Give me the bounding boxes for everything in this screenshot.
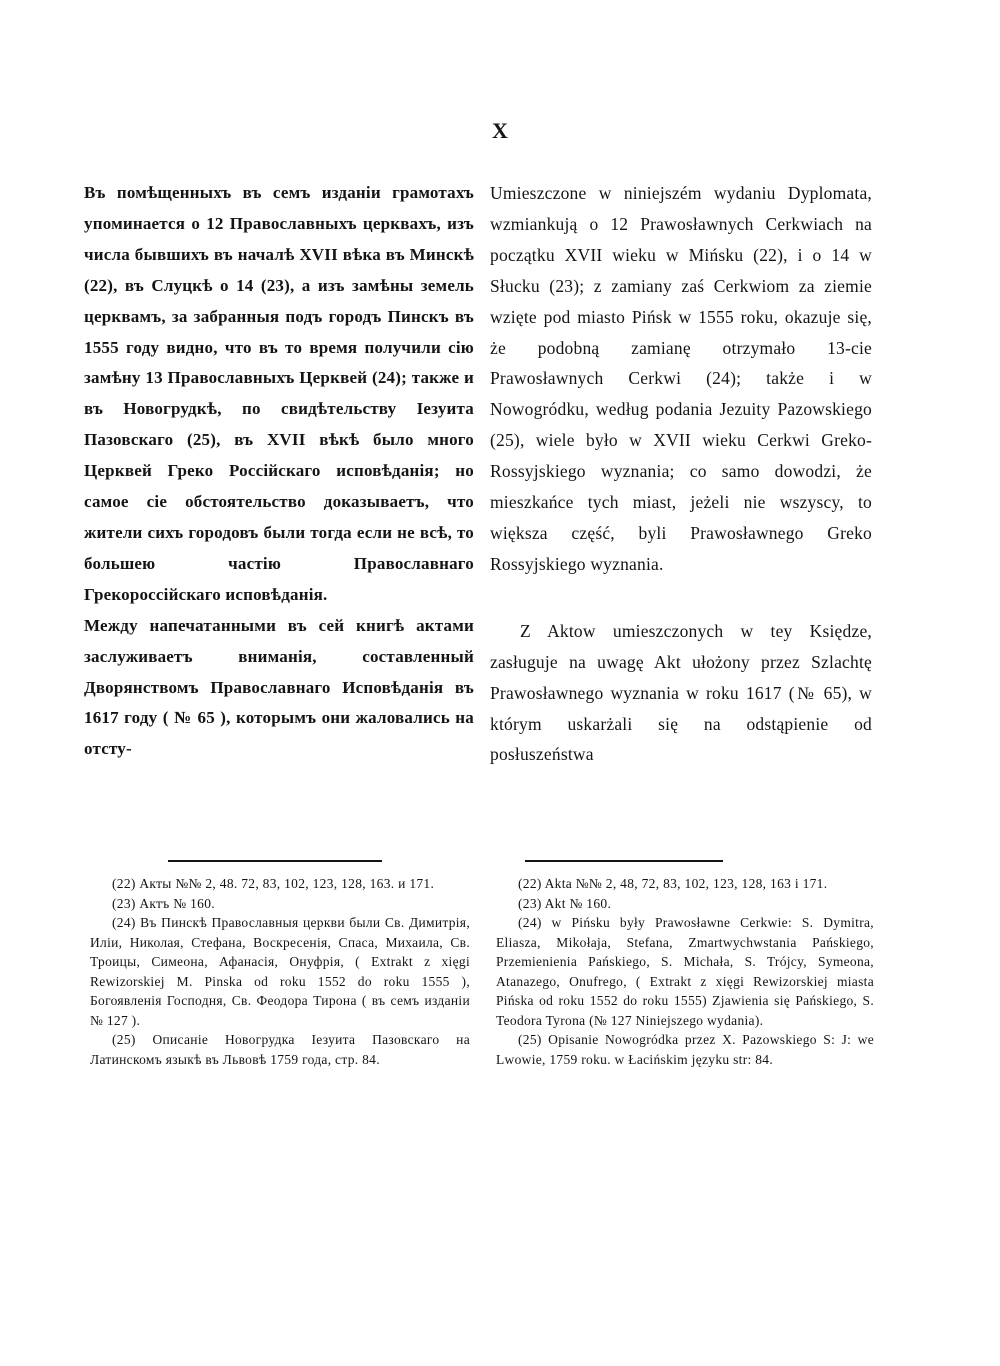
- right-footnote-23: (23) Akt № 160.: [518, 895, 612, 911]
- left-paragraph-1: Въ помѣщенныхъ въ семъ изданіи грамотахъ упоминается о 12 Православныхъ церквахъ, изъ числа бывшихъ въ началѣ XVII вѣка въ Минскѣ (22), въ Слуцкѣ о 14 (23), а изъ замѣны земель церквамъ, за забранныя подъ городъ Пинскъ въ 1555 году видно, что въ то время получили сію замѣну 13 Православныхъ Церквей (24); также и въ Новогрудкѣ, по свидѣтельству Іезуита Пазовскаго (25), въ XVII вѣкѣ было много Церквей Греко Россійскаго исповѣданія; но самое сіе обстоятельство доказываетъ, что жители сихъ городовъ были тогда если не всѣ, то большею частію Православнаго Грекороссійскаго исповѣданія.: [84, 183, 474, 604]
- page-number: X: [492, 118, 508, 143]
- left-footnote-24: (24) Въ Пинскѣ Православныя церкви были Св. Димитрія, Иліи, Николая, Стефана, Воскресенія, Спаса, Михаила, Св. Троицы, Симеона, Афанасія, Онуфрія, ( Extrakt z xięgi Rewizorskiej M. Pinska od roku 1552 do roku 1555 ), Богоявленія Господня, Св. Феодора Тирона ( въ семъ изданіи № 127 ).: [90, 915, 470, 1028]
- right-footnote-24: (24) w Pińsku były Prawosławne Cerkwie: S. Dymitra, Eliasza, Mikołaja, Stefana, Zmartwychwstania Pańskiego, Przemienienia Pańskiego, S. Michała, S. Trójcy, Symeona, Atanazego, Onufrego, ( Extrakt z xięgi Rewizorskiej miasta Pińska od roku 1552 do roku 1555) Zjawienia się Pańskiego, S. Teodora Tyrona (№ 127 Niniejszego wydania).: [496, 915, 874, 1028]
- right-footnotes: [496, 874, 874, 1069]
- left-column-russian: [84, 178, 474, 765]
- left-footnote-23: (23) Актъ № 160.: [112, 895, 215, 911]
- paragraph-gap: [490, 580, 872, 616]
- left-footnote-rule: [168, 860, 382, 862]
- left-paragraph-2: Между напечатанными въ сей книгѣ актами заслуживаетъ вниманія, составленный Дворянствомъ Православнаго Исповѣданія въ 1617 году ( № 65 ), которымъ они жаловались на отсту-: [84, 615, 474, 759]
- left-footnotes: [90, 874, 470, 1069]
- right-footnote-rule: [525, 860, 723, 862]
- left-footnote-22: (22) Акты №№ 2, 48. 72, 83, 102, 123, 128, 163. и 171.: [112, 876, 435, 891]
- right-footnote-22: (22) Akta №№ 2, 48, 72, 83, 102, 123, 128, 163 i 171.: [518, 876, 828, 891]
- right-paragraph-2: Z Aktow umieszczonych w tey Księdze, zasługuje na uwagę Akt ułożony przez Szlachtę Prawosławnego wyznania w roku 1617 (№ 65), w którym uskarżali się na odstąpienie od posłuszeństwa: [490, 620, 872, 765]
- right-column-polish: [490, 178, 872, 770]
- left-footnote-25: (25) Описаніе Новогрудка Іезуита Пазовскаго на Латинскомъ языкѣ въ Львовѣ 1759 года, стр. 84.: [90, 1032, 470, 1067]
- right-paragraph-1: Umieszczone w niniejszém wydaniu Dyplomata, wzmiankują o 12 Prawosławnych Cerkwiach na początku XVII wieku w Mińsku (22), i o 14 w Słucku (23); z zamiany zaś Cerkwiom za ziemie wzięte pod miasto Pińsk w 1555 roku, okazuje się, że podobną zamianę otrzymało 13-cie Prawosławnych Cerkwi (24); także i w Nowogródku, według podania Jezuity Pazowskiego (25), wiele było w XVII wieku Cerkwi Greko-Rossyjskiego wyznania; co samo dowodzi, że mieszkańce tych miast, jeżeli nie wszyscy, to większa część, byli Prawosławnego Greko Rossyjskiego wyznania.: [490, 183, 872, 574]
- right-footnote-25: (25) Opisanie Nowogródka przez X. Pazowskiego S: J: we Lwowie, 1759 roku. w Łacińskim języku str: 84.: [496, 1032, 874, 1067]
